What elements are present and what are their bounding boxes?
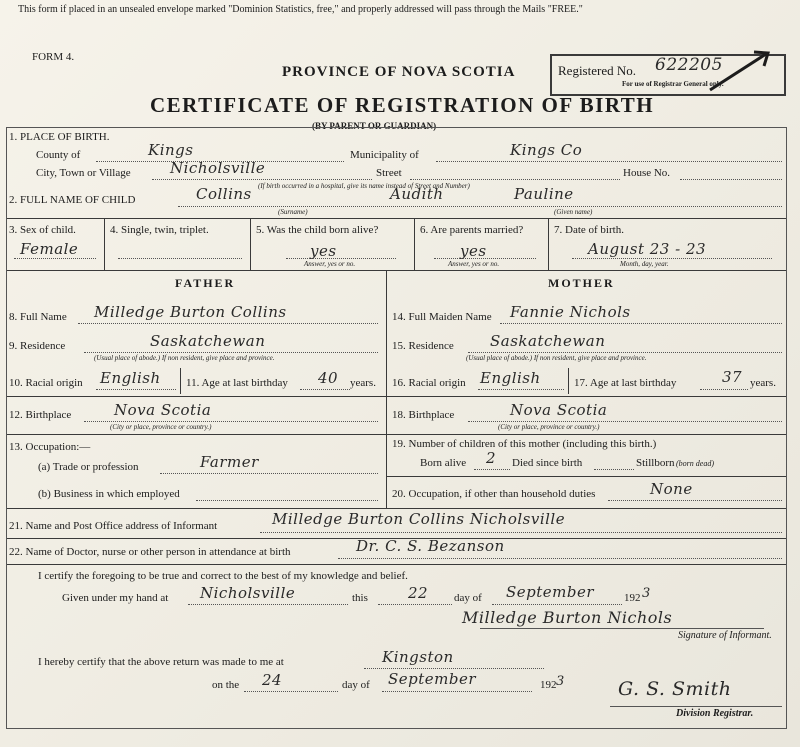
trade-value: Farmer <box>200 453 259 471</box>
return-month: September <box>388 670 477 688</box>
return-place: Kingston <box>382 648 454 666</box>
mother-racial-value: English <box>480 369 541 387</box>
father-racial-label: 10. Racial origin <box>9 377 83 389</box>
given-year: 3 <box>642 586 651 601</box>
born-alive-count-label: Born alive <box>420 457 467 469</box>
place-heading: 1. PLACE OF BIRTH. <box>9 131 110 143</box>
mother-birthplace-label: 18. Birthplace <box>392 409 455 421</box>
this-label: this <box>352 592 368 604</box>
mother-birthplace-hint: (City or place, province or country.) <box>498 423 600 431</box>
mother-racial-label: 16. Racial origin <box>392 377 466 389</box>
province-title: PROVINCE OF NOVA SCOTIA <box>282 64 516 80</box>
year2-prefix: 192 <box>540 679 557 691</box>
informant-label: 21. Name and Post Office address of Informant <box>9 520 218 532</box>
parents-married-label: 6. Are parents married? <box>420 224 524 236</box>
born-alive-value: yes <box>310 242 337 260</box>
mother-age-value: 37 <box>722 368 743 386</box>
registered-number: 622205 <box>655 55 723 75</box>
father-residence-value: Saskatchewan <box>150 332 266 350</box>
children-count-label: 19. Number of children of this mother (including this birth.) <box>392 438 657 450</box>
house-label: House No. <box>623 167 671 179</box>
day-of2-label: day of <box>342 679 370 691</box>
mailing-notice: This form if placed in an unsealed envelope marked "Dominion Statistics, free," and properly addressed will pass through the Mails "FREE." <box>18 4 583 15</box>
father-residence-label: 9. Residence <box>9 340 66 352</box>
given-month: September <box>506 583 595 601</box>
mother-name-label: 14. Full Maiden Name <box>392 311 492 323</box>
died-since-birth-label: Died since birth <box>512 457 583 469</box>
municipality-value: Kings Co <box>510 141 583 159</box>
doctor-label: 22. Name of Doctor, nurse or other person in attendance at birth <box>9 546 291 558</box>
given-place: Nicholsville <box>200 584 296 602</box>
mother-occupation-value: None <box>650 480 693 498</box>
mother-heading: MOTHER <box>548 276 615 290</box>
born-alive-label: 5. Was the child born alive? <box>256 224 379 236</box>
birth-date-hint: Month, day, year. <box>620 260 669 268</box>
father-residence-hint: (Usual place of abode.) If non resident, give place and province. <box>94 354 275 362</box>
city-value: Nicholsville <box>170 159 266 177</box>
informant-value: Milledge Burton Collins Nicholsville <box>272 510 566 528</box>
birth-date-label: 7. Date of birth. <box>554 224 624 236</box>
mother-age-label: 17. Age at last birthday <box>574 377 677 389</box>
child-name-label: 2. FULL NAME OF CHILD <box>9 194 136 206</box>
father-age-label: 11. Age at last birthday <box>186 377 288 389</box>
check-arrow-icon <box>706 46 776 96</box>
hospital-note: (If birth occurred in a hospital, give its name instead of Street and Number) <box>258 182 470 190</box>
father-birthplace-value: Nova Scotia <box>114 401 212 419</box>
certificate-title: CERTIFICATE OF REGISTRATION OF BIRTH <box>150 93 655 117</box>
day-of-label: day of <box>454 592 482 604</box>
given-day: 22 <box>408 584 429 602</box>
mother-birthplace-value: Nova Scotia <box>510 401 608 419</box>
mother-residence-value: Saskatchewan <box>490 332 606 350</box>
informant-signature: Milledge Burton Nichols <box>462 608 673 627</box>
registrar-signature: G. S. Smith <box>618 678 732 700</box>
father-racial-value: English <box>100 369 161 387</box>
sex-label: 3. Sex of child. <box>9 224 76 236</box>
stillborn-label: Stillborn <box>636 457 675 469</box>
given-under-label: Given under my hand at <box>62 592 169 604</box>
return-certify-text: I hereby certify that the above return was made to me at <box>38 656 284 668</box>
parents-married-hint: Answer, yes or no. <box>448 260 500 268</box>
business-label: (b) Business in which employed <box>38 488 180 500</box>
twin-label: 4. Single, twin, triplet. <box>110 224 209 236</box>
mother-years-label: years. <box>750 377 776 389</box>
certificate-subtitle: (BY PARENT OR GUARDIAN) <box>312 121 437 131</box>
registered-label: Registered No. <box>558 63 636 78</box>
year-prefix: 192 <box>624 592 641 604</box>
trade-label: (a) Trade or profession <box>38 461 139 473</box>
born-alive-count: 2 <box>486 449 497 467</box>
mother-residence-label: 15. Residence <box>392 340 454 352</box>
parents-married-value: yes <box>460 242 487 260</box>
mother-occupation-label: 20. Occupation, if other than household duties <box>392 488 596 500</box>
father-name-label: 8. Full Name <box>9 311 67 323</box>
certificate-frame <box>6 127 787 729</box>
return-year: 3 <box>556 674 565 689</box>
city-label: City, Town or Village <box>36 167 131 179</box>
mother-residence-hint: (Usual place of abode.) If non resident, give place and province. <box>466 354 647 362</box>
father-heading: FATHER <box>175 276 236 290</box>
father-age-value: 40 <box>318 369 339 387</box>
stillborn-hint: (born dead) <box>676 459 714 468</box>
municipality-label: Municipality of <box>350 149 419 161</box>
given-name-hint: (Given name) <box>554 208 593 216</box>
father-birthplace-hint: (City or place, province or country.) <box>110 423 212 431</box>
child-given-name: Pauline <box>514 185 574 203</box>
registrar-note: For use of Registrar General only. <box>622 80 724 88</box>
county-label: County of <box>36 149 81 161</box>
county-value: Kings <box>148 141 194 159</box>
surname-hint: (Surname) <box>278 208 308 216</box>
street-label: Street <box>376 167 402 179</box>
form-label: FORM 4. <box>32 51 75 63</box>
birth-date-value: August 23 - 23 <box>588 240 707 258</box>
father-name-value: Milledge Burton Collins <box>94 303 287 321</box>
certify-text: I certify the foregoing to be true and correct to the best of my knowledge and belief. <box>38 570 408 582</box>
child-middle-name: Audith <box>390 185 444 203</box>
child-surname: Collins <box>196 185 252 203</box>
sex-value: Female <box>20 240 79 258</box>
father-occupation-label: 13. Occupation:— <box>9 441 91 453</box>
father-years-label: years. <box>350 377 376 389</box>
signature-label: Signature of Informant. <box>678 630 772 641</box>
born-alive-hint: Answer, yes or no. <box>304 260 356 268</box>
registrar-label: Division Registrar. <box>676 708 754 719</box>
on-the-label: on the <box>212 679 240 691</box>
doctor-value: Dr. C. S. Bezanson <box>356 537 505 555</box>
mother-name-value: Fannie Nichols <box>510 303 631 321</box>
father-birthplace-label: 12. Birthplace <box>9 409 72 421</box>
return-day: 24 <box>262 671 283 689</box>
